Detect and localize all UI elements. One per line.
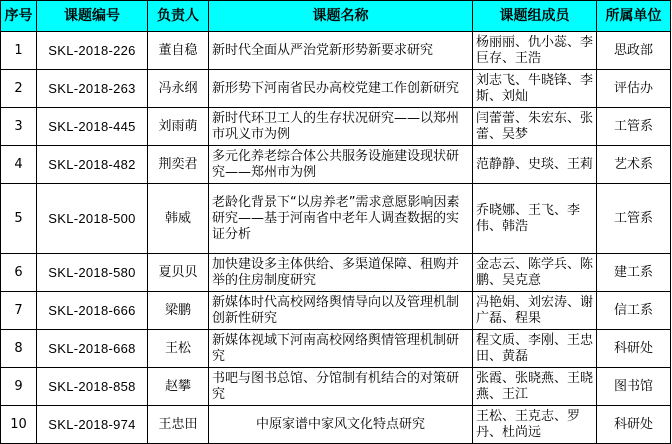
cell-index: 5	[1, 184, 37, 254]
header-code: 课题编号	[37, 1, 148, 32]
cell-members: 金志云、陈学兵、陈鹏、吴克意	[473, 254, 597, 292]
cell-index: 4	[1, 146, 37, 184]
cell-owner: 赵攀	[148, 368, 209, 406]
cell-members: 乔晓娜、王飞、李伟、韩浩	[473, 184, 597, 254]
cell-unit: 艺术系	[597, 146, 671, 184]
cell-unit: 工管系	[597, 184, 671, 254]
cell-code: SKL-2018-668	[37, 330, 148, 368]
table-row	[1, 184, 671, 254]
table-row	[1, 254, 671, 292]
cell-code: SKL-2018-666	[37, 292, 148, 330]
cell-index: 7	[1, 292, 37, 330]
table-row	[1, 330, 671, 368]
table-row	[1, 32, 671, 70]
cell-members: 张霞、张晓燕、王晓燕、王江	[473, 368, 597, 406]
cell-owner: 韩威	[148, 184, 209, 254]
table-row	[1, 70, 671, 108]
cell-members: 杨丽丽、仇小蕊、李巨存、王浩	[473, 32, 597, 70]
cell-index: 1	[1, 32, 37, 70]
cell-title: 新时代环卫工人的生存状况研究——以郑州市巩义市为例	[209, 108, 473, 146]
cell-index: 2	[1, 70, 37, 108]
cell-code: SKL-2018-263	[37, 70, 148, 108]
cell-unit: 科研处	[597, 406, 671, 444]
table-row	[1, 108, 671, 146]
cell-title: 新媒体时代高校网络舆情导向以及管理机制创新性研究	[209, 292, 473, 330]
cell-index: 3	[1, 108, 37, 146]
cell-title: 多元化养老综合体公共服务设施建设现状研究——郑州市为例	[209, 146, 473, 184]
cell-code: SKL-2018-482	[37, 146, 148, 184]
cell-unit: 评估办	[597, 70, 671, 108]
cell-title: 老龄化背景下“以房养老”需求意愿影响因素研究——基于河南省中老年人调查数据的实证分析	[209, 184, 473, 254]
cell-owner: 冯永纲	[148, 70, 209, 108]
table-row	[1, 146, 671, 184]
cell-title: 书吧与图书总馆、分馆制有机结合的对策研究	[209, 368, 473, 406]
cell-index: 9	[1, 368, 37, 406]
cell-owner: 夏贝贝	[148, 254, 209, 292]
cell-owner: 梁鹏	[148, 292, 209, 330]
header-owner: 负责人	[148, 1, 209, 32]
cell-unit: 图书馆	[597, 368, 671, 406]
header-unit: 所属单位	[597, 1, 671, 32]
cell-owner: 王松	[148, 330, 209, 368]
cell-owner: 荆奕君	[148, 146, 209, 184]
cell-members: 程文质、李刚、王忠田、黄磊	[473, 330, 597, 368]
cell-owner: 王忠田	[148, 406, 209, 444]
cell-code: SKL-2018-858	[37, 368, 148, 406]
cell-code: SKL-2018-974	[37, 406, 148, 444]
cell-members: 闫蕾蕾、朱宏东、张蕾、吴梦	[473, 108, 597, 146]
cell-code: SKL-2018-500	[37, 184, 148, 254]
header-index: 序号	[1, 1, 37, 32]
cell-code: SKL-2018-226	[37, 32, 148, 70]
cell-title: 新时代全面从严治党新形势新要求研究	[209, 32, 473, 70]
cell-unit: 思政部	[597, 32, 671, 70]
cell-code: SKL-2018-580	[37, 254, 148, 292]
cell-title: 中原家谱中家风文化特点研究	[209, 406, 473, 444]
table-row	[1, 406, 671, 444]
header-row	[1, 1, 671, 32]
cell-members: 王松、王克志、罗丹、杜尚远	[473, 406, 597, 444]
table-row	[1, 368, 671, 406]
cell-unit: 建工系	[597, 254, 671, 292]
cell-unit: 信工系	[597, 292, 671, 330]
cell-title: 新媒体视域下河南高校网络舆情管理机制研究	[209, 330, 473, 368]
cell-title: 加快建设多主体供给、多渠道保障、租购并举的住房制度研究	[209, 254, 473, 292]
cell-code: SKL-2018-445	[37, 108, 148, 146]
cell-members: 范静静、史琰、王莉	[473, 146, 597, 184]
table-row	[1, 292, 671, 330]
cell-owner: 董自稳	[148, 32, 209, 70]
cell-owner: 刘雨萌	[148, 108, 209, 146]
cell-unit: 工管系	[597, 108, 671, 146]
cell-index: 6	[1, 254, 37, 292]
cell-unit: 科研处	[597, 330, 671, 368]
header-members: 课题组成员	[473, 1, 597, 32]
header-title: 课题名称	[209, 1, 473, 32]
cell-title: 新形势下河南省民办高校党建工作创新研究	[209, 70, 473, 108]
cell-members: 冯艳娟、刘宏涛、谢广磊、程果	[473, 292, 597, 330]
cell-index: 10	[1, 406, 37, 444]
cell-members: 刘志飞、牛晓锋、李斯、刘灿	[473, 70, 597, 108]
cell-index: 8	[1, 330, 37, 368]
